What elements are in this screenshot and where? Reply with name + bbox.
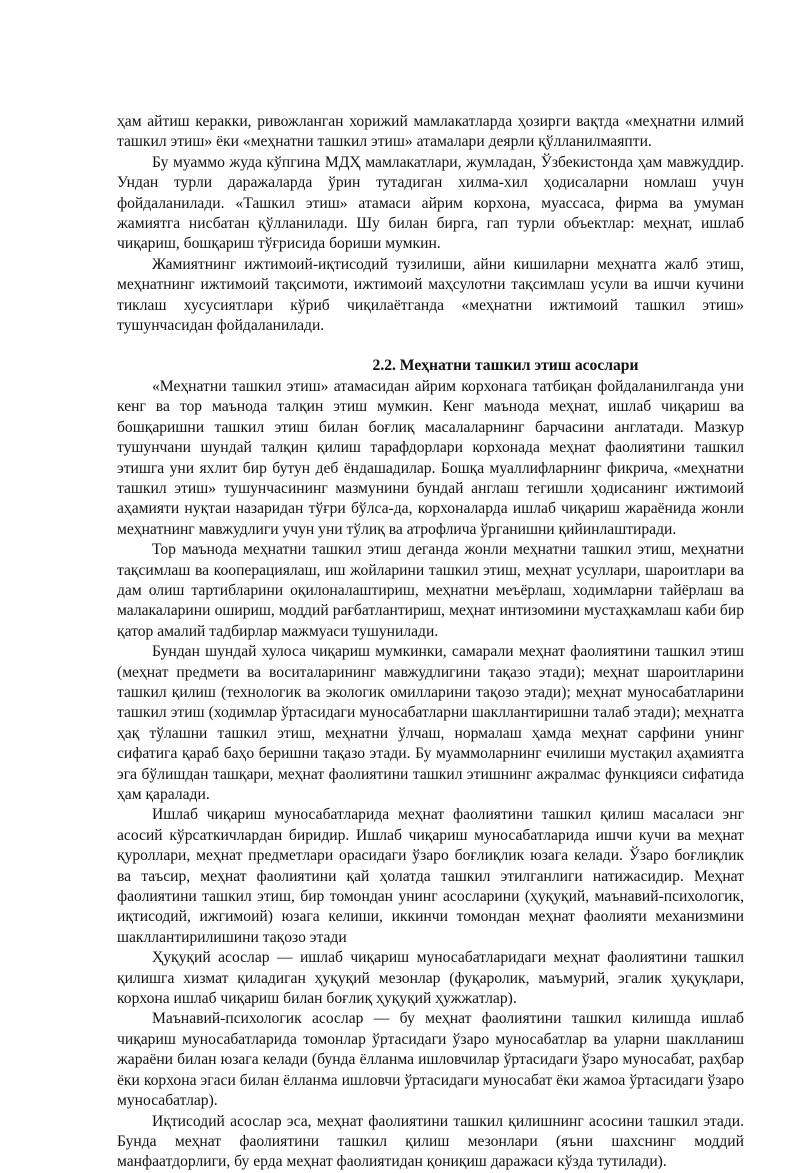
paragraph: Жамиятнинг ижтимоий-иқтисодий тузилиши, айни кишиларни меҳнатга жалб этиш, меҳнатнинг ижтимоий тақсимоти, ижтимоий маҳсулотни тақсимлаш усули ва ишчи кучини тиклаш хусусиятлари кўриб чиқилаётганда «меҳнатни ижтимоий ташкил этиш» тушунчасидан фойдаланилади. [117, 255, 744, 335]
paragraph: Ҳуқуқий асослар — ишлаб чиқариш муносабатларидаги меҳнат фаолиятини ташкил қилишга хизмат қиладиган ҳуқуқий мезонлар (фуқаролик, маъмурий, эгалик ҳуқуқлари, корхона ишлаб чиқариш билан боғлиқ ҳуқуқий ҳужжатлар). [117, 949, 744, 1008]
paragraph: Бу муаммо жуда кўпгина МДҲ мамлакатлари, жумладан, Ўзбекистонда ҳам мавжуддир. Ундан турли даражаларда ўрин тутадиган хилма-хил ҳодисаларни номлаш учун фойдаланилади. «Ташкил этиш» атамаси айрим корхона, муассаса, фирма ва умуман жамиятга нисбатан қўлланилади. Шу билан бирга, гап турли объектлар: меҳнат, ишлаб чиқариш, бошқариш тўғрисида бориши мумкин. [117, 153, 744, 253]
paragraph: Тор маънода меҳнатни ташкил этиш деганда жонли меҳнатни ташкил этиш, меҳнатни тақсимлаш ва кооперациялаш, иш жойларини ташкил этиш, меҳнат усуллари, шароитлари ва дам олиш тартибларини оқилоналаштириш, меҳнатни меъёрлаш, ходимларни тайёрлаш ва малакаларини ошириш, моддий рағбатлантириш, меҳнат интизомини мустаҳкамлаш каби бир қатор амалий тадбирлар мажмуаси тушунилади. [117, 541, 744, 640]
paragraph: «Меҳнатни ташкил этиш» атамасидан айрим корхонага татбиқан фойдаланилганда уни кенг ва тор маънода талқин этиш мумкин. Кенг маънода меҳнат, ишлаб чиқариш ва бошқаришни ташкил этиш билан боғлиқ масалаларнинг барчасини англатади. Мазкур тушунчани шундай талқин қилиш тарафдорлари корхонада меҳнат фаолиятини ташкил этишга уни яхлит бир бутун деб ёндашадилар. Бошқа муаллифларнинг фикрича, «меҳнатни ташкил этиш» тушунчасининг мазмунини бундай англаш тегишли ҳодисанинг ижтимоий аҳамияти нуқтаи назаридан тўғри бўлса-да, корхоналарда ишлаб чиқариш жараёнида жонли меҳнатнинг мавжудлиги учун уни тўлиқ ва атрофлича ўрганишни қийинлаштиради. [117, 377, 744, 538]
document-page [117, 112, 744, 1173]
paragraph: ҳам айтиш керакки, ривожланган хорижий мамлакатларда ҳозирги вақтда «меҳнатни илмий ташкил этиш» ёки «меҳнатни ташкил этиш» атамалари деярли қўлланилмаяпти. [117, 113, 744, 151]
paragraph: Маънавий-психологик асослар — бу меҳнат фаолиятини ташкил килишда ишлаб чиқариш муносабатларида томонлар ўртасидаги ўзаро муносабатлар ва уларни шаклланиш жараёни билан юзага келади (бунда ёлланма ишловчилар ўртасидаги ўзаро муносабат, раҳбар ёки корхона эгаси билан ёлланма ишловчи ўртасидаги муносабат ёки жамоа ўртасидаги ўзаро муносабатлар). [117, 1010, 744, 1110]
section-heading: 2.2. Меҳнатни ташкил этиш асослари [372, 357, 639, 375]
paragraph: Иқтисодий асослар эса, меҳнат фаолиятини ташкил қилишнинг асосини ташкил этади. Бунда меҳнат фаолиятини ташкил қилиш мезонлари (яъни шахснинг моддий манфаатдорлиги, бу ерда меҳнат фаолиятидан қониқиш даражаси кўзда тутилади). [117, 1112, 744, 1171]
paragraph: Ишлаб чиқариш муносабатларида меҳнат фаолиятини ташкил қилиш масаласи энг асосий кўрсаткичлардан биридир. Ишлаб чиқариш муносабатларида ишчи кучи ва меҳнат қуроллари, меҳнат предметлари орасидаги ўзаро боғлиқлик юзага келади. Ўзаро боғлиқлик ва таъсир, меҳнат фаолиятини қай ҳолатда ташкил этилганлиги натижасидир. Меҳнат фаолиятини ташкил этиш, бир томондан унинг асосларини (ҳуқуқий, маънавий-психологик, иқтисодий, ижгимоий) юзага келиши, иккинчи томондан меҳнат фаолияти механизмини шакллантирилишини тақозо этади [117, 806, 744, 946]
paragraph: Бундан шундай хулоса чиқариш мумкинки, самарали меҳнат фаолиятини ташкил этиш (меҳнат предмети ва воситаларининг мавжудлигини тақазо этади); меҳнат шароитларини ташкил қилиш (технологик ва экологик омилларини тақозо этади); меҳнат муносабатларини ташкил этиш (ходимлар ўртасидаги муносабатларни шакллантиришни талаб этади); меҳнатга ҳақ тўлашни ташкил этиш, меҳнатни ўлчаш, нормалаш ҳамда меҳнат сарфини унинг сифатига қараб баҳо беришни тақазо этади. Бу муаммоларнинг ечилиши мустақил аҳамиятга эга бўлишдан ташқари, меҳнат фаолиятини ташкил этишнинг ажралмас функцияси сифатида ҳам қаралади. [117, 643, 744, 803]
